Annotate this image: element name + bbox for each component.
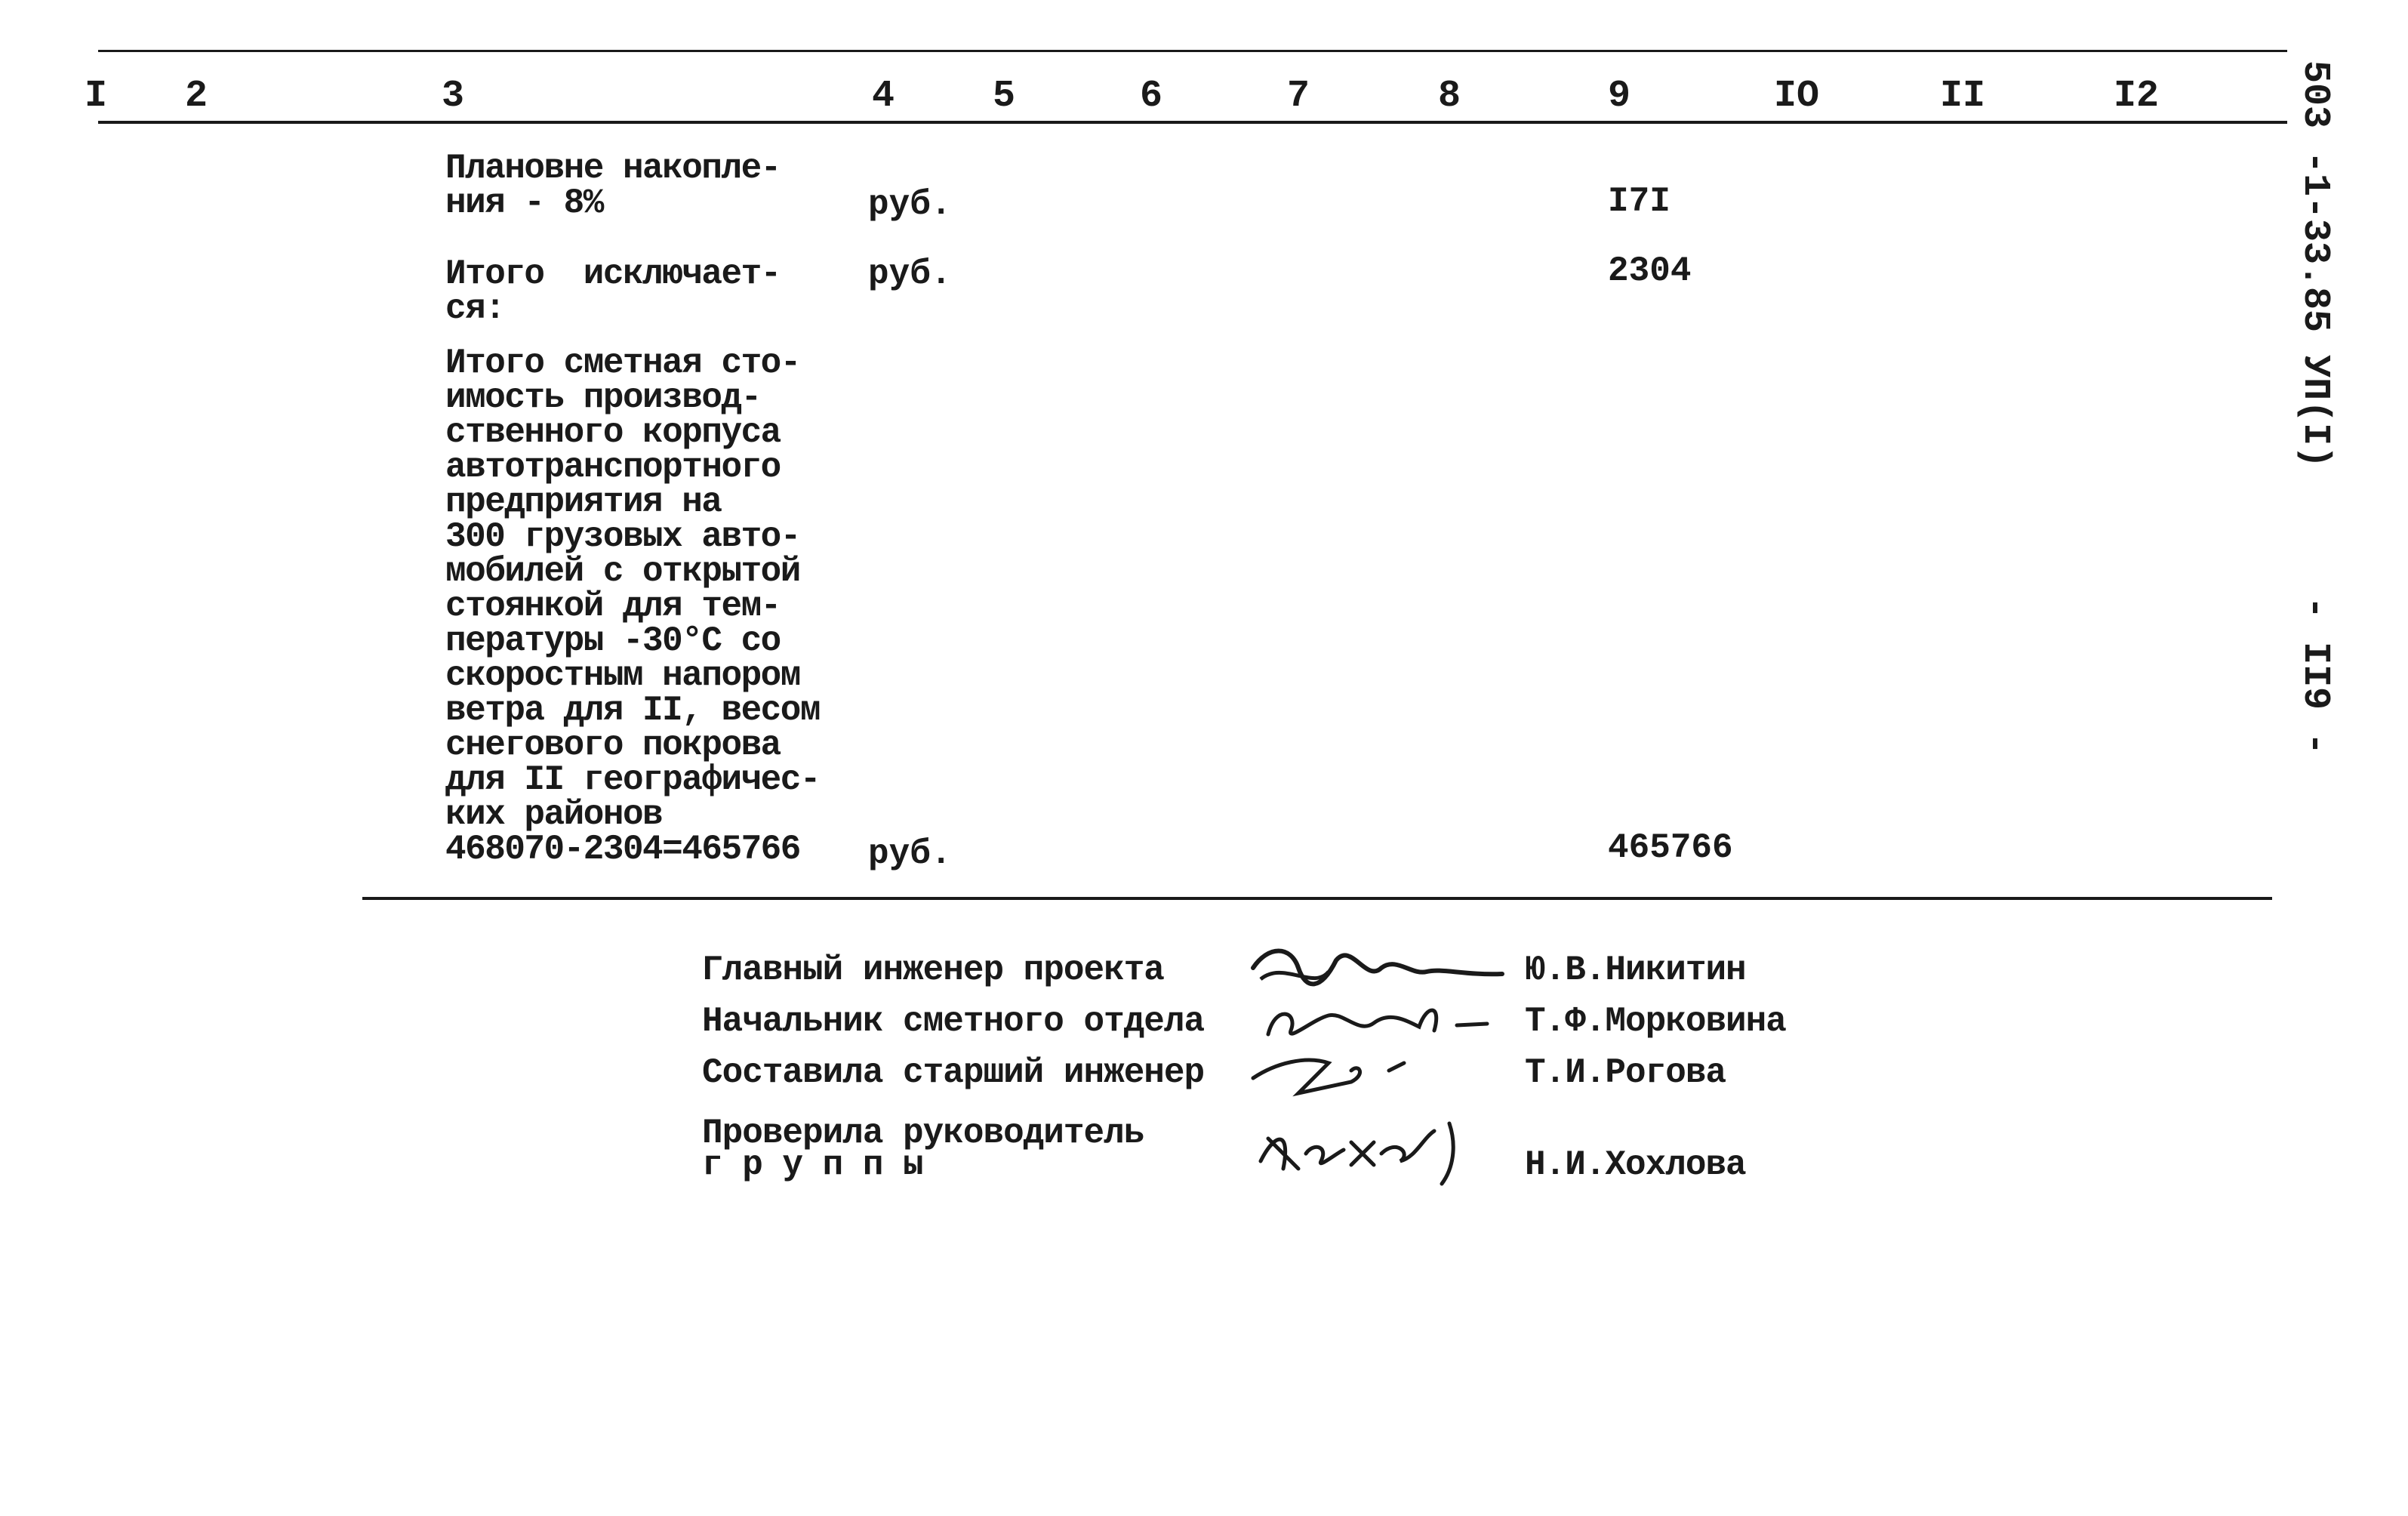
- table-bottom-line: [362, 897, 2272, 900]
- row-value: 465766: [1608, 828, 1733, 867]
- description-line: скоростным напором: [445, 656, 800, 695]
- description-line: Итого исключает-: [445, 254, 781, 294]
- column-number: II: [1940, 75, 1986, 118]
- signature-name: Н.И.Хохлова: [1525, 1145, 1746, 1185]
- row-value: I7I: [1608, 182, 1671, 221]
- signature-row: [702, 1055, 1834, 1108]
- column-number: 9: [1608, 75, 1631, 118]
- description-line: имость производ-: [445, 378, 761, 418]
- signature-name: Т.Ф.Морковина: [1525, 1002, 1786, 1041]
- column-number: I2: [2114, 75, 2160, 118]
- document-code: 503 -1-33.85 УП(I): [2293, 60, 2336, 469]
- row-unit: руб.: [868, 185, 952, 224]
- description-line: предприятия на: [445, 482, 722, 522]
- description-line: ких районов: [445, 795, 663, 834]
- column-number: 3: [442, 75, 465, 118]
- signature-role: Проверила руководитель: [702, 1114, 1144, 1153]
- description-line: пературы -30°C со: [445, 621, 781, 661]
- signature-name: Ю.В.Никитин: [1525, 951, 1746, 990]
- description-line: Итого сметная сто-: [445, 344, 800, 383]
- handwritten-signature: [1246, 1040, 1517, 1108]
- signature-role: Составила старший инженер: [702, 1053, 1205, 1092]
- row-description: [445, 254, 838, 328]
- row-description: [445, 346, 838, 867]
- handwritten-signature: [1246, 1108, 1517, 1191]
- side-stamp: [2295, 60, 2340, 815]
- page-number: - II9 -: [2293, 596, 2336, 756]
- column-number: 2: [185, 75, 208, 118]
- signature-role-continued: г р у п п ы: [702, 1145, 923, 1185]
- description-line: ния - 8%: [445, 183, 603, 223]
- column-number: IO: [1774, 75, 1820, 118]
- description-line: для II географичес-: [445, 760, 820, 800]
- column-number: 4: [872, 75, 895, 118]
- description-line: 468070-2304=465766: [445, 830, 800, 869]
- description-line: ся:: [445, 289, 505, 328]
- row-unit: руб.: [868, 834, 952, 874]
- signature-name: Т.И.Рогова: [1525, 1053, 1726, 1092]
- column-number: 8: [1438, 75, 1461, 118]
- description-line: снегового покрова: [445, 726, 781, 765]
- row-value: 2304: [1608, 251, 1692, 291]
- description-line: ственного корпуса: [445, 413, 781, 452]
- signature-role: Начальник сметного отдела: [702, 1002, 1205, 1041]
- signature-row: [702, 1116, 1834, 1199]
- signature-role: Главный инженер проекта: [702, 951, 1164, 990]
- top-border-line: [98, 50, 2287, 52]
- column-number: 7: [1287, 75, 1310, 118]
- row-description: [445, 149, 838, 223]
- row-unit: руб.: [868, 254, 952, 294]
- column-number: 6: [1140, 75, 1163, 118]
- column-number: I: [85, 75, 108, 118]
- column-number: 5: [993, 75, 1016, 118]
- description-line: автотранспортного: [445, 448, 781, 487]
- description-line: 300 грузовых авто-: [445, 517, 800, 556]
- header-separator-line: [98, 121, 2287, 124]
- description-line: Плановне накопле-: [445, 149, 781, 188]
- description-line: мобилей с открытой: [445, 552, 800, 591]
- description-line: ветра для II, весом: [445, 691, 820, 730]
- description-line: стоянкой для тем-: [445, 587, 781, 626]
